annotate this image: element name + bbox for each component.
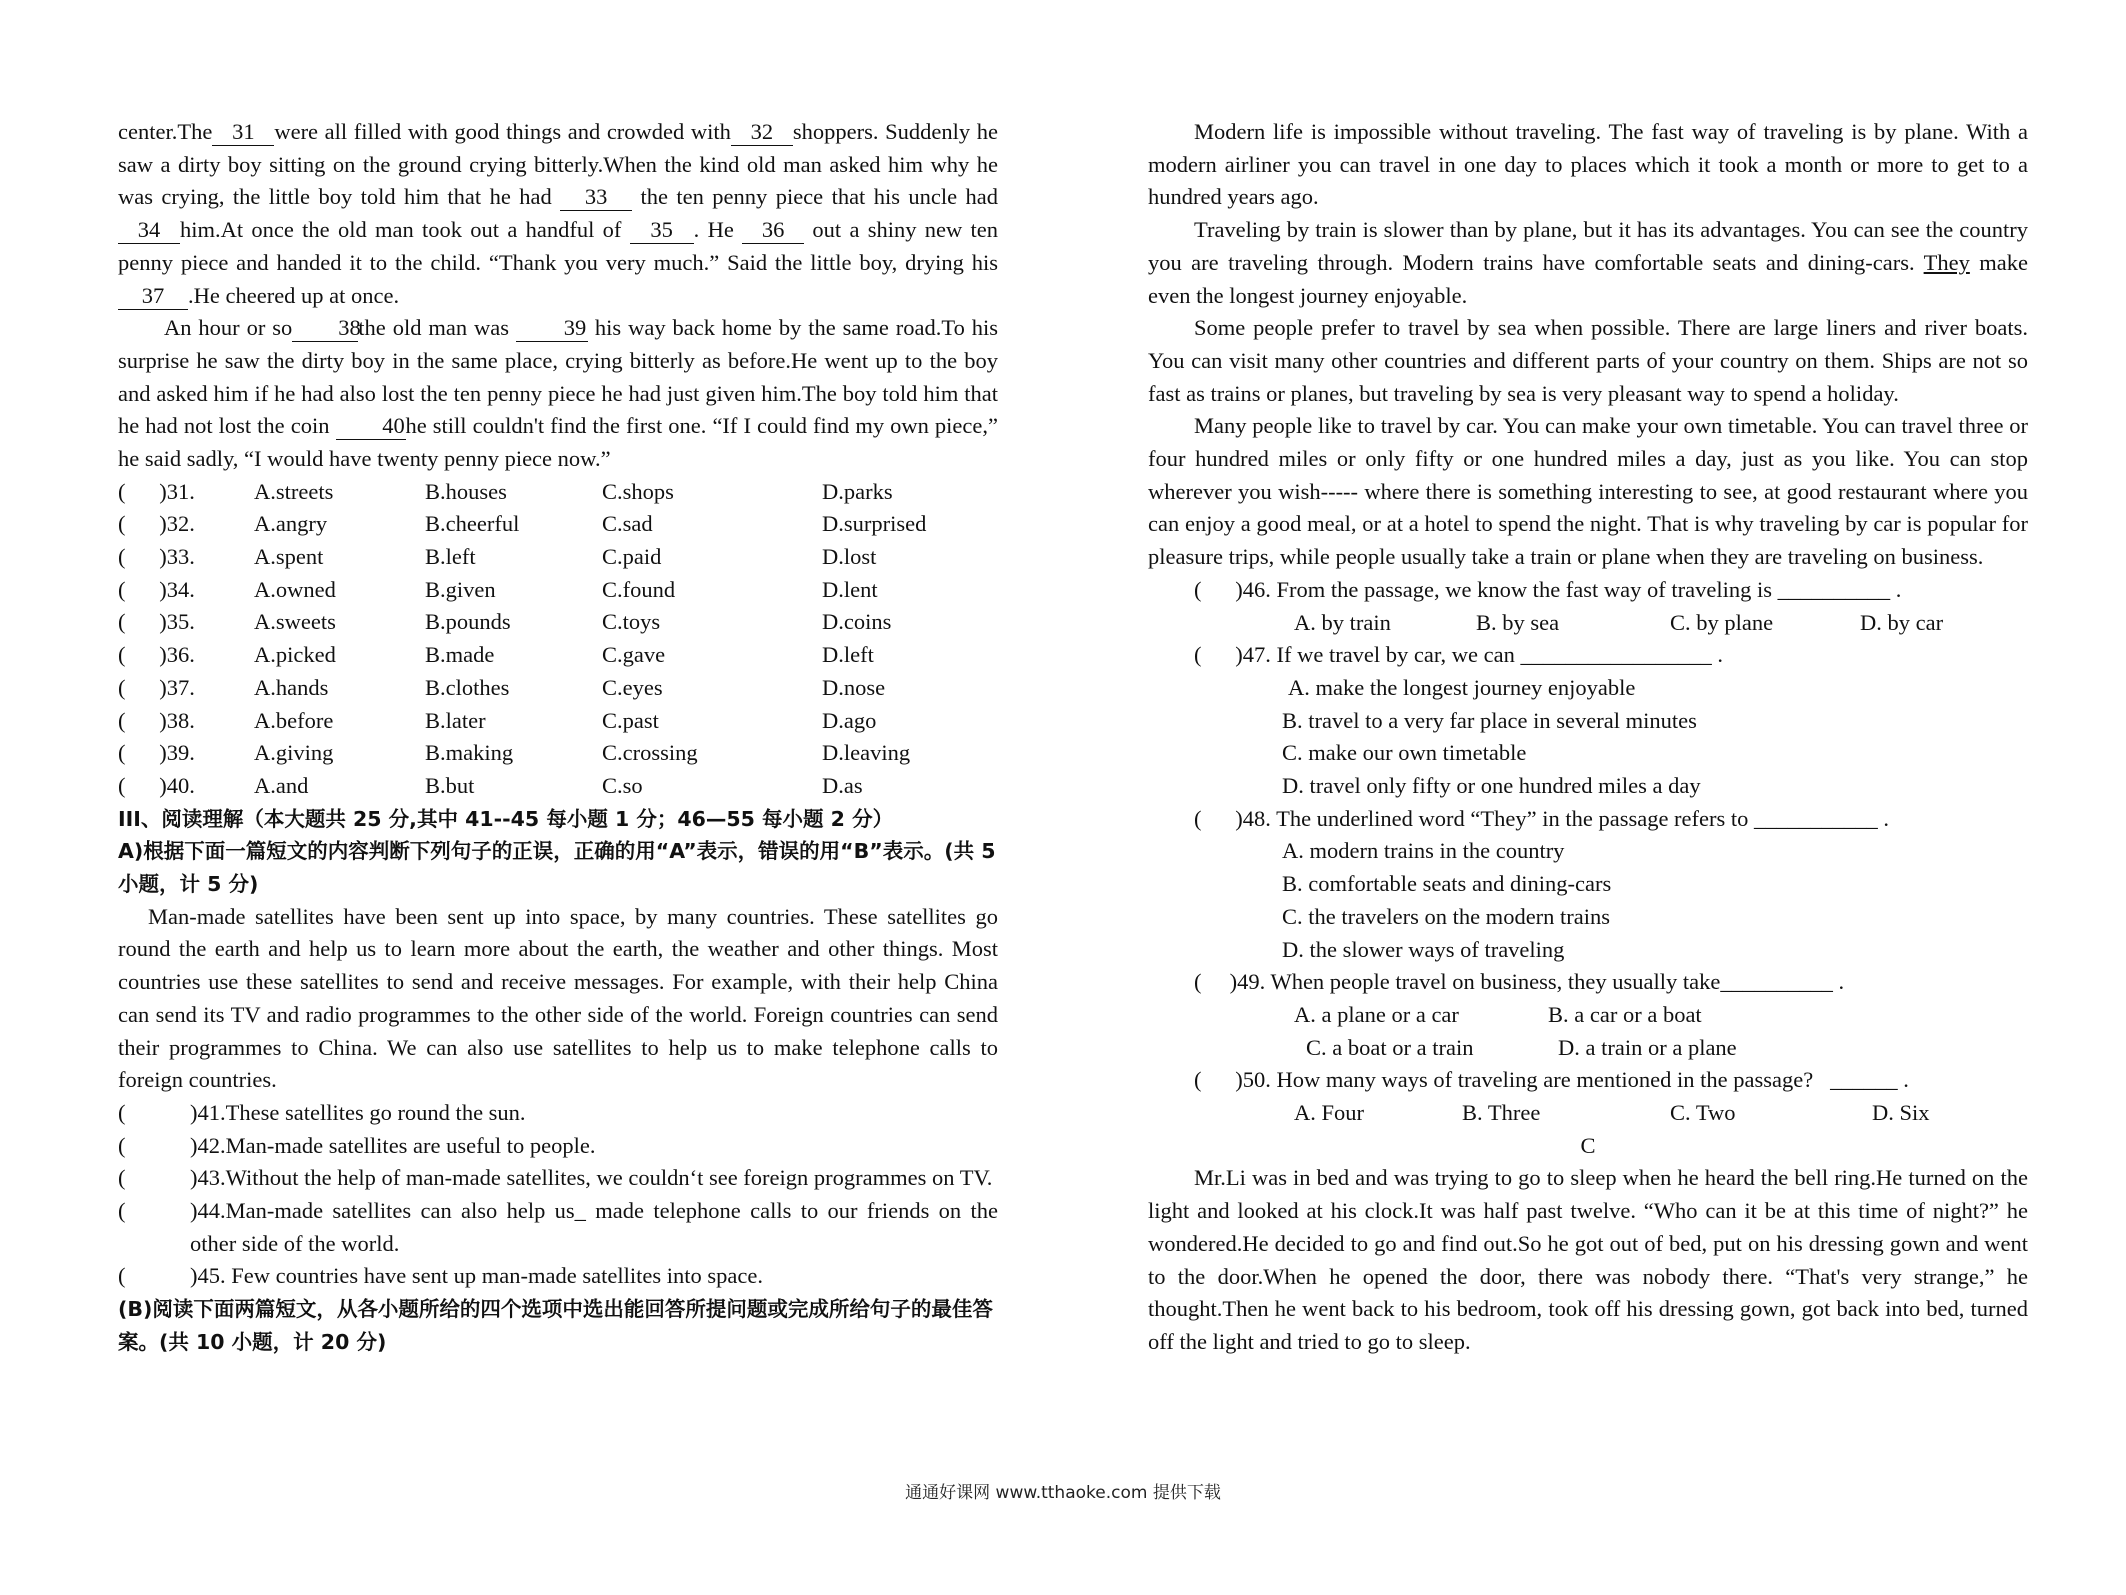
option: D. travel only fifty or one hundred miles a day xyxy=(1282,773,1701,799)
question-47: ( )47. If we travel by car, we can _________________ . xyxy=(1194,642,1723,668)
text: Traveling by train is slower than by plane, but it has its advantages. You can see the country you are traveling through. Modern trains have comfortable seats and dining-cars. xyxy=(1148,217,2028,275)
option: C.eyes xyxy=(602,674,663,700)
option: C. by plane xyxy=(1670,609,1774,635)
option: B.cheerful xyxy=(425,511,520,537)
option: C. a boat or a train xyxy=(1306,1034,1474,1060)
text: An hour or so xyxy=(164,315,293,341)
question-number: ( )32. xyxy=(118,511,195,537)
section-3-heading: III、阅读理解（本大题共 25 分,其中 41--45 每小题 1 分；46—55 每小题 2 分） xyxy=(118,806,894,831)
left-column xyxy=(118,116,998,1359)
cloze-option-row xyxy=(118,606,998,639)
travel-paragraph-1: Modern life is impossible without traveling. The fast way of traveling is by plane. With a modern airliner you can travel in one day to places which it took a month or more to get to a hundred years ago. xyxy=(1148,119,2028,210)
question-number: ( )38. xyxy=(118,707,195,733)
true-false-item xyxy=(118,1260,998,1293)
answer-paren: ( xyxy=(118,1165,126,1191)
option: D.coins xyxy=(822,609,892,635)
option: A.angry xyxy=(254,511,328,537)
satellite-passage: Man-made satellites have been sent up into space, by many countries. These satellites go round the earth and help us to learn more about the earth, the weather and other things. Most countries use these satellites to send and receive messages. For example, with their help China can send its TV and radio programmes to the other side of the world. Foreign countries can send their programmes to China. We can also use satellites to help us to make telephone calls to foreign countries. xyxy=(118,903,998,1093)
question-number: ( )31. xyxy=(118,478,195,504)
text: out a shiny new ten penny piece and handed it to the child. “Thank you very much.” Said the little boy, drying his xyxy=(118,217,999,275)
text: . He xyxy=(693,217,734,243)
question-number: ( )40. xyxy=(118,772,195,798)
option: B. travel to a very far place in several minutes xyxy=(1282,707,1697,733)
true-false-list xyxy=(118,1097,998,1293)
cloze-option-row xyxy=(118,672,998,705)
right-column xyxy=(1148,116,2028,1359)
cloze-option-row xyxy=(118,508,998,541)
option: C. the travelers on the modern trains xyxy=(1282,903,1611,929)
blank-31: 31 xyxy=(212,119,274,146)
option: B.given xyxy=(425,576,496,602)
option: B.making xyxy=(425,740,514,766)
option: D.left xyxy=(822,642,874,668)
option: C. make our own timetable xyxy=(1282,740,1527,766)
question-number: ( )39. xyxy=(118,740,195,766)
true-false-item xyxy=(118,1097,998,1130)
option: C.sad xyxy=(602,511,653,537)
blank-39: 39 xyxy=(516,315,588,342)
answer-paren: ( xyxy=(118,1132,126,1158)
option: B.houses xyxy=(425,478,507,504)
option: D.surprised xyxy=(822,511,927,537)
option: A. Four xyxy=(1294,1100,1365,1126)
text: make even the longest journey enjoyable. xyxy=(1148,249,2029,308)
blank-35: 35 xyxy=(630,217,694,244)
option: C.past xyxy=(602,707,659,733)
option: C.paid xyxy=(602,544,662,570)
option: C. Two xyxy=(1670,1100,1736,1126)
option: A. modern trains in the country xyxy=(1282,838,1565,864)
answer-paren: ( xyxy=(118,1263,126,1289)
statement-text: )42.Man-made satellites are useful to people. xyxy=(190,1132,596,1158)
statement-text: )43.Without the help of man-made satellites, we couldn‘t see foreign programmes on TV. xyxy=(190,1165,993,1191)
underlined-word-they: They xyxy=(1923,249,1970,275)
option: B. by sea xyxy=(1476,609,1560,635)
statement-text: )41.These satellites go round the sun. xyxy=(190,1099,526,1125)
statement-text: )44.Man-made satellites can also help us_ made telephone calls to our friends on the other side of the world. xyxy=(190,1198,998,1256)
blank-38: 38 xyxy=(292,315,358,342)
blank-34: 34 xyxy=(118,217,180,244)
answer-paren: ( xyxy=(118,1198,126,1224)
option: D.as xyxy=(822,772,863,798)
text: .He cheered up at once. xyxy=(188,282,400,308)
option: C.crossing xyxy=(602,740,698,766)
option: C.so xyxy=(602,772,643,798)
cloze-option-row xyxy=(118,574,998,607)
text: shoppers. Suddenly he saw a dirty boy sitting on the ground crying bitterly.When the kind old man asked him why he was crying, the little boy told him that he had xyxy=(118,119,998,210)
question-number: ( )34. xyxy=(118,576,195,602)
cloze-option-row xyxy=(118,541,998,574)
question-49-options xyxy=(1148,999,2028,1032)
section-c-label: C xyxy=(1580,1132,1596,1158)
question-49: ( )49. When people travel on business, they usually take__________ . xyxy=(1194,969,1845,995)
answer-paren: ( xyxy=(118,1099,126,1125)
text: the old man was xyxy=(358,315,510,341)
option: C.shops xyxy=(602,478,674,504)
question-46-options xyxy=(1148,607,2028,640)
cloze-option-row xyxy=(118,705,998,738)
question-number: ( )33. xyxy=(118,544,195,570)
option: B.pounds xyxy=(425,609,511,635)
option: D. the slower ways of traveling xyxy=(1282,936,1565,962)
option: C.toys xyxy=(602,609,661,635)
option: A.picked xyxy=(254,642,336,668)
question-49-options xyxy=(1148,1032,2028,1065)
option: B. Three xyxy=(1462,1100,1541,1126)
text: center.The xyxy=(118,119,213,144)
part-a-heading: A)根据下面一篇短文的内容判断下列句子的正误，正确的用“A”表示，错误的用“B”表示。(共 5 小题，计 5 分) xyxy=(118,839,996,897)
cloze-options-list xyxy=(118,476,998,803)
blank-32: 32 xyxy=(731,119,793,146)
option: A.hands xyxy=(254,674,329,700)
option: A.owned xyxy=(254,576,336,602)
part-b-heading: (B)阅读下面两篇短文，从各小题所给的四个选项中选出能回答所提问题或完成所给句子的最佳答案。(共 10 小题，计 20 分) xyxy=(118,1297,993,1354)
question-50: ( )50. How many ways of traveling are mentioned in the passage? ______ . xyxy=(1194,1067,1909,1093)
bell-passage: Mr.Li was in bed and was trying to go to sleep when he heard the bell ring.He turned on the light and looked at his clock.It was half past twelve. “Who can it be at this time of night?” he wondered.He decided to go and find out.So he got out of bed, put on his dressing gown and went to the door.When he opened the door, there was nobody there. “That's very strange,” he thought.Then he went back to his bedroom, took off his dressing gown, got back into bed, turned off the light and tried to go to sleep. xyxy=(1148,1165,2028,1354)
option: D. a train or a plane xyxy=(1558,1034,1737,1060)
option: B.made xyxy=(425,642,495,668)
option: A.spent xyxy=(254,544,324,570)
option: A. make the longest journey enjoyable xyxy=(1288,674,1636,700)
option: C.gave xyxy=(602,642,666,668)
option: A.before xyxy=(254,707,334,733)
text: his way back home by the same road.To his surprise he saw the dirty boy in the same place, crying bitterly as before.He went up to the boy and asked him if he had also lost the ten penny piece he had just given him.The boy told him that he had not lost the coin xyxy=(118,315,999,439)
blank-33: 33 xyxy=(560,184,632,211)
true-false-item xyxy=(118,1162,998,1195)
question-number: ( )36. xyxy=(118,642,195,668)
blank-40: 40 xyxy=(336,413,406,440)
cloze-option-row xyxy=(118,476,998,509)
footer-credit: 通通好课网 www.tthaoke.com 提供下载 xyxy=(905,1483,1221,1503)
cloze-paragraph-2 xyxy=(118,312,998,476)
option: A.sweets xyxy=(254,609,336,635)
option: D.ago xyxy=(822,707,877,733)
option: B.later xyxy=(425,707,486,733)
option: A. a plane or a car xyxy=(1294,1001,1459,1027)
option: A. by train xyxy=(1294,609,1391,635)
option: B.clothes xyxy=(425,674,510,700)
option: D. by car xyxy=(1860,609,1944,635)
option: B. comfortable seats and dining-cars xyxy=(1282,871,1612,897)
statement-text: )45. Few countries have sent up man-made satellites into space. xyxy=(190,1263,763,1289)
option: D. Six xyxy=(1872,1100,1930,1126)
travel-paragraph-4: Many people like to travel by car. You can make your own timetable. You can travel three or four hundred miles or only fifty or one hundred miles a day, just as you like. You can stop wherever you wish----- where there is something interesting to see, at good restaurant where you can enjoy a good meal, or at a hotel to spend the night. That is why traveling by car is popular for pleasure trips, while people usually take a train or plane when they are traveling on business. xyxy=(1148,413,2028,570)
option: D.nose xyxy=(822,674,886,700)
text: he still couldn't find the first one. “If I could find my own piece,” he said sadly, “I would have twenty penny piece now.” xyxy=(118,413,998,472)
question-number: ( )37. xyxy=(118,674,195,700)
option: D.lost xyxy=(822,544,877,570)
cloze-paragraph-1 xyxy=(118,116,998,312)
cloze-option-row xyxy=(118,639,998,672)
blank-37: 37 xyxy=(118,283,188,310)
travel-paragraph-3: Some people prefer to travel by sea when possible. There are large liners and river boats. You can visit many other countries and different parts of your country on them. Ships are not so fast as trains or planes, but traveling by sea is very pleasant way to spend a holiday. xyxy=(1148,315,2028,406)
text: him.At once the old man took out a handful of xyxy=(180,217,622,243)
option: B. a car or a boat xyxy=(1548,1001,1702,1027)
option: D.lent xyxy=(822,576,878,602)
text: were all filled with good things and crowded with xyxy=(274,119,731,144)
option: B.left xyxy=(425,544,476,570)
option: A.and xyxy=(254,772,309,798)
option: D.leaving xyxy=(822,740,911,766)
option: A.giving xyxy=(254,740,334,766)
question-50-options xyxy=(1148,1097,2028,1130)
travel-paragraph-2 xyxy=(1148,214,2028,312)
cloze-option-row xyxy=(118,770,998,803)
blank-36: 36 xyxy=(742,217,804,244)
option: C.found xyxy=(602,576,676,602)
text: the ten penny piece that his uncle had xyxy=(640,184,998,210)
true-false-item xyxy=(118,1195,998,1260)
cloze-option-row xyxy=(118,737,998,770)
question-number: ( )35. xyxy=(118,609,195,635)
option: D.parks xyxy=(822,478,893,504)
question-46: ( )46. From the passage, we know the fast way of traveling is __________ . xyxy=(1194,576,1902,602)
true-false-item xyxy=(118,1130,998,1163)
option: A.streets xyxy=(254,478,334,504)
question-48: ( )48. The underlined word “They” in the passage refers to ___________ . xyxy=(1194,805,1890,831)
option: B.but xyxy=(425,772,475,798)
